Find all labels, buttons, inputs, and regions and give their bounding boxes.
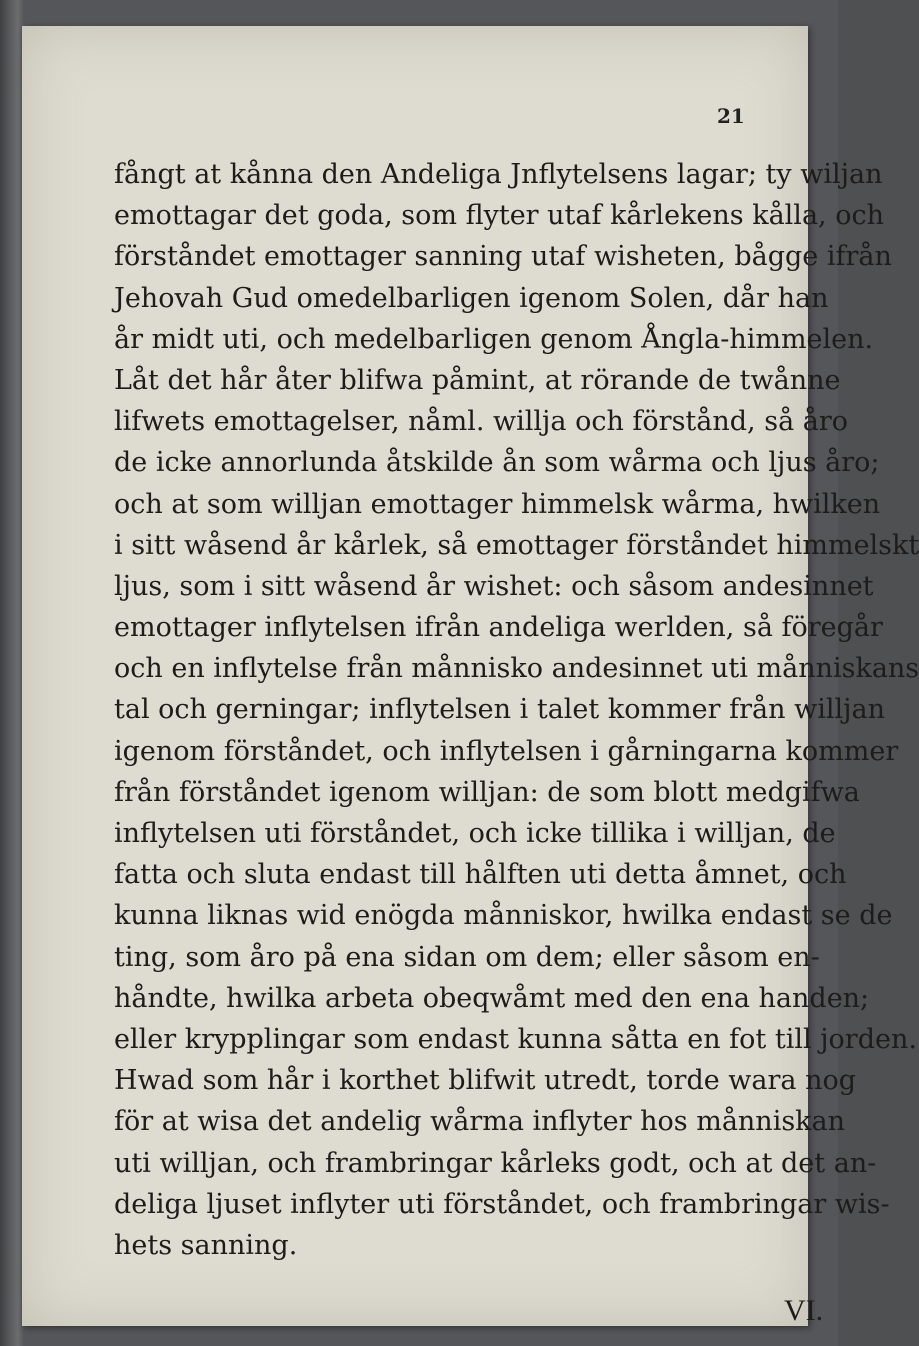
text-line: lifwets emottagelser, nåml. willja och förstånd, så åro [114,406,849,438]
text-line: och en inflytelse från månnisko andesinnet uti månniskans [114,653,919,685]
text-line: deliga ljuset inflyter uti förståndet, och frambringar wis- [114,1188,890,1220]
text-line: emottagar det goda, som flyter utaf kårlekens kålla, och [114,200,884,232]
text-line: fatta och sluta endast till hålften uti detta åmnet, och [114,859,847,891]
text-line: fångt at kånna den Andeliga Jnflytelsens lagar; ty wiljan [114,159,883,190]
text-line: år midt uti, och medelbarligen genom Ångla-himmelen. [114,323,874,355]
text-line: Låt det hår åter blifwa påmint, at rörande de twånne [114,364,841,396]
text-line: håndte, hwilka arbeta obeqwåmt med den ena handen; [114,982,870,1014]
text-line: ting, som åro på ena sidan om dem; eller såsom en- [114,941,820,973]
catchword: VI. [784,1294,824,1327]
text-line: hets sanning. [114,1229,298,1261]
text-line: Hwad som hår i korthet blifwit utredt, torde wara nog [114,1065,857,1097]
text-line: tal och gerningar; inflytelsen i talet kommer från willjan [114,694,885,726]
book-page [22,26,919,1327]
text-line: kunna liknas wid enögda månniskor, hwilka endast se de [114,900,893,932]
page-number: 21 [717,104,745,128]
body-text [114,154,919,1266]
text-line: och at som willjan emottager himmelsk wårma, hwilken [114,488,881,520]
text-line: för at wisa det andelig wårma inflyter hos månniskan [114,1106,846,1138]
text-line: från förståndet igenom willjan: de som blott medgifwa [114,776,860,808]
text-line: inflytelsen uti förståndet, och icke tillika i willjan, de [114,818,836,849]
text-line: eller krypplingar som endast kunna såtta en fot till jorden. [114,1023,917,1055]
text-line: uti willjan, och frambringar kårleks godt, och at det an- [114,1147,877,1179]
text-line: förståndet emottager sanning utaf wisheten, bågge ifrån [114,241,892,273]
text-line: igenom förståndet, och inflytelsen i gårningarna kommer [114,735,899,767]
text-line: i sitt wåsend år kårlek, så emottager förståndet himmelskt [114,529,919,561]
text-line: Jehovah Gud omedelbarligen igenom Solen, dår han [114,282,829,314]
text-line: emottager inflytelsen ifrån andeliga werlden, så föregår [114,612,883,644]
text-line: ljus, som i sitt wåsend år wishet: och såsom andesinnet [114,570,874,602]
text-line: de icke annorlunda åtskilde ån som wårma och ljus åro; [114,447,880,479]
